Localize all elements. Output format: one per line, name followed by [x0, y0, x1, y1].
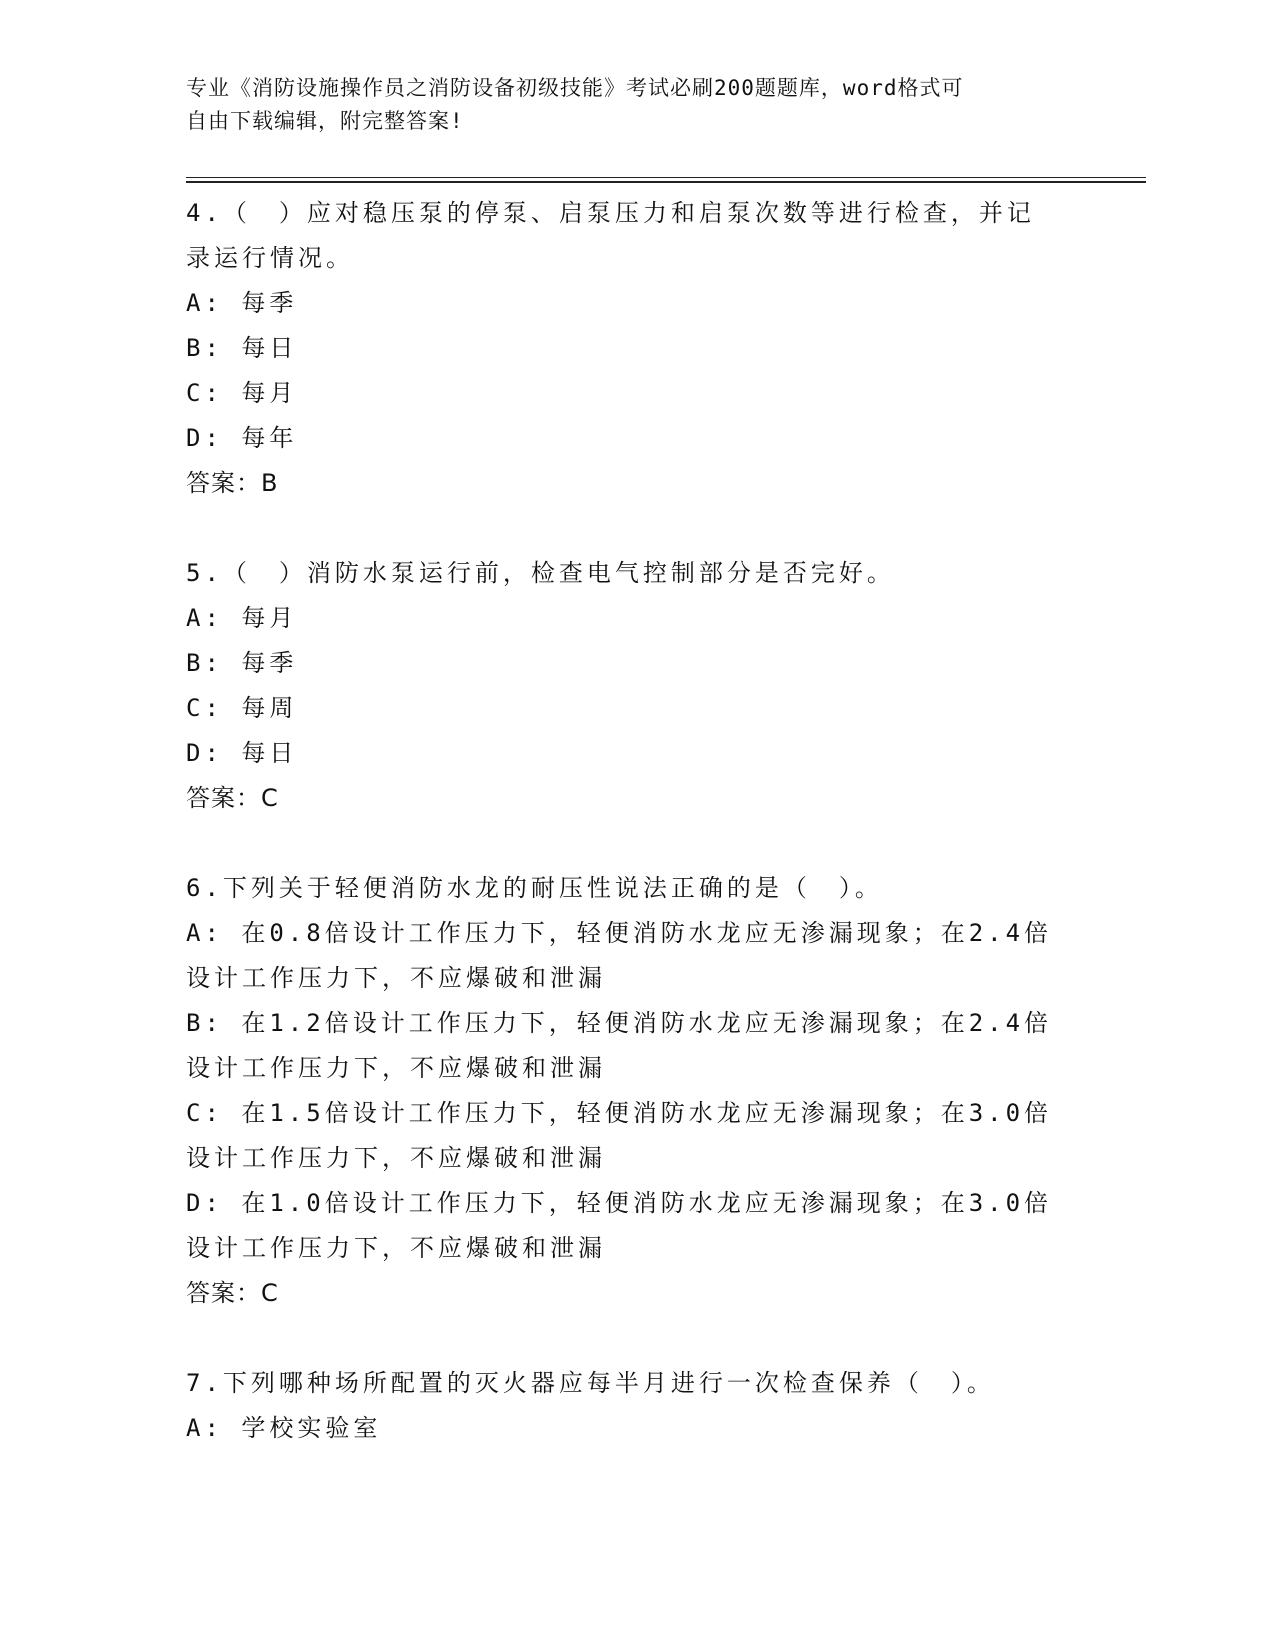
option-b: B: 在1.2倍设计工作压力下，轻便消防水龙应无渗漏现象；在2.4倍: [186, 1009, 1053, 1037]
stem-line: 4.（ ）应对稳压泵的停泵、启泵压力和启泵次数等进行检查，并记: [186, 199, 1035, 227]
answer-line: 答案：B: [186, 469, 279, 497]
header-line-1: 专业《消防设施操作员之消防设备初级技能》考试必刷200题题库，word格式可: [186, 76, 964, 100]
question-stem: [186, 866, 1086, 911]
stem-line: 5.（ ）消防水泵运行前，检查电气控制部分是否完好。: [186, 559, 895, 587]
answer-line: 答案：C: [186, 1279, 279, 1307]
option-a-continued: 设计工作压力下，不应爆破和泄漏: [186, 964, 606, 992]
answer-line: 答案：C: [186, 784, 279, 812]
option-d: D: 每年: [186, 424, 298, 452]
option-c: C: 在1.5倍设计工作压力下，轻便消防水龙应无渗漏现象；在3.0倍: [186, 1099, 1053, 1127]
question-stem: [186, 551, 1086, 596]
option-a: A: 学校实验室: [186, 1414, 382, 1442]
question-stem: [186, 191, 1086, 281]
option-a: A: 每季: [186, 289, 298, 317]
header-divider-thick: [186, 181, 1146, 183]
stem-line: 6.下列关于轻便消防水龙的耐压性说法正确的是（ ）。: [186, 874, 883, 902]
option-c-continued: 设计工作压力下，不应爆破和泄漏: [186, 1144, 606, 1172]
option-a: A: 每月: [186, 604, 298, 632]
question-list: [186, 191, 1086, 1451]
question-4: [186, 191, 1086, 506]
question-5: [186, 551, 1086, 821]
option-d-continued: 设计工作压力下，不应爆破和泄漏: [186, 1234, 606, 1262]
option-b: B: 每日: [186, 334, 298, 362]
option-a: A: 在0.8倍设计工作压力下，轻便消防水龙应无渗漏现象；在2.4倍: [186, 919, 1053, 947]
option-b-continued: 设计工作压力下，不应爆破和泄漏: [186, 1054, 606, 1082]
option-b: B: 每季: [186, 649, 298, 677]
stem-line: 7.下列哪种场所配置的灭火器应每半月进行一次检查保养（ ）。: [186, 1369, 995, 1397]
question-6: [186, 866, 1086, 1316]
stem-line: 录运行情况。: [186, 244, 354, 272]
question-stem: [186, 1361, 1086, 1406]
option-d: D: 每日: [186, 739, 298, 767]
option-c: C: 每月: [186, 379, 298, 407]
option-d: D: 在1.0倍设计工作压力下，轻便消防水龙应无渗漏现象；在3.0倍: [186, 1189, 1053, 1217]
document-header: [186, 72, 1066, 138]
header-line-2: 自由下载编辑，附完整答案!: [186, 109, 464, 133]
question-7: [186, 1361, 1086, 1451]
header-divider-thin: [186, 177, 1146, 178]
option-c: C: 每周: [186, 694, 298, 722]
